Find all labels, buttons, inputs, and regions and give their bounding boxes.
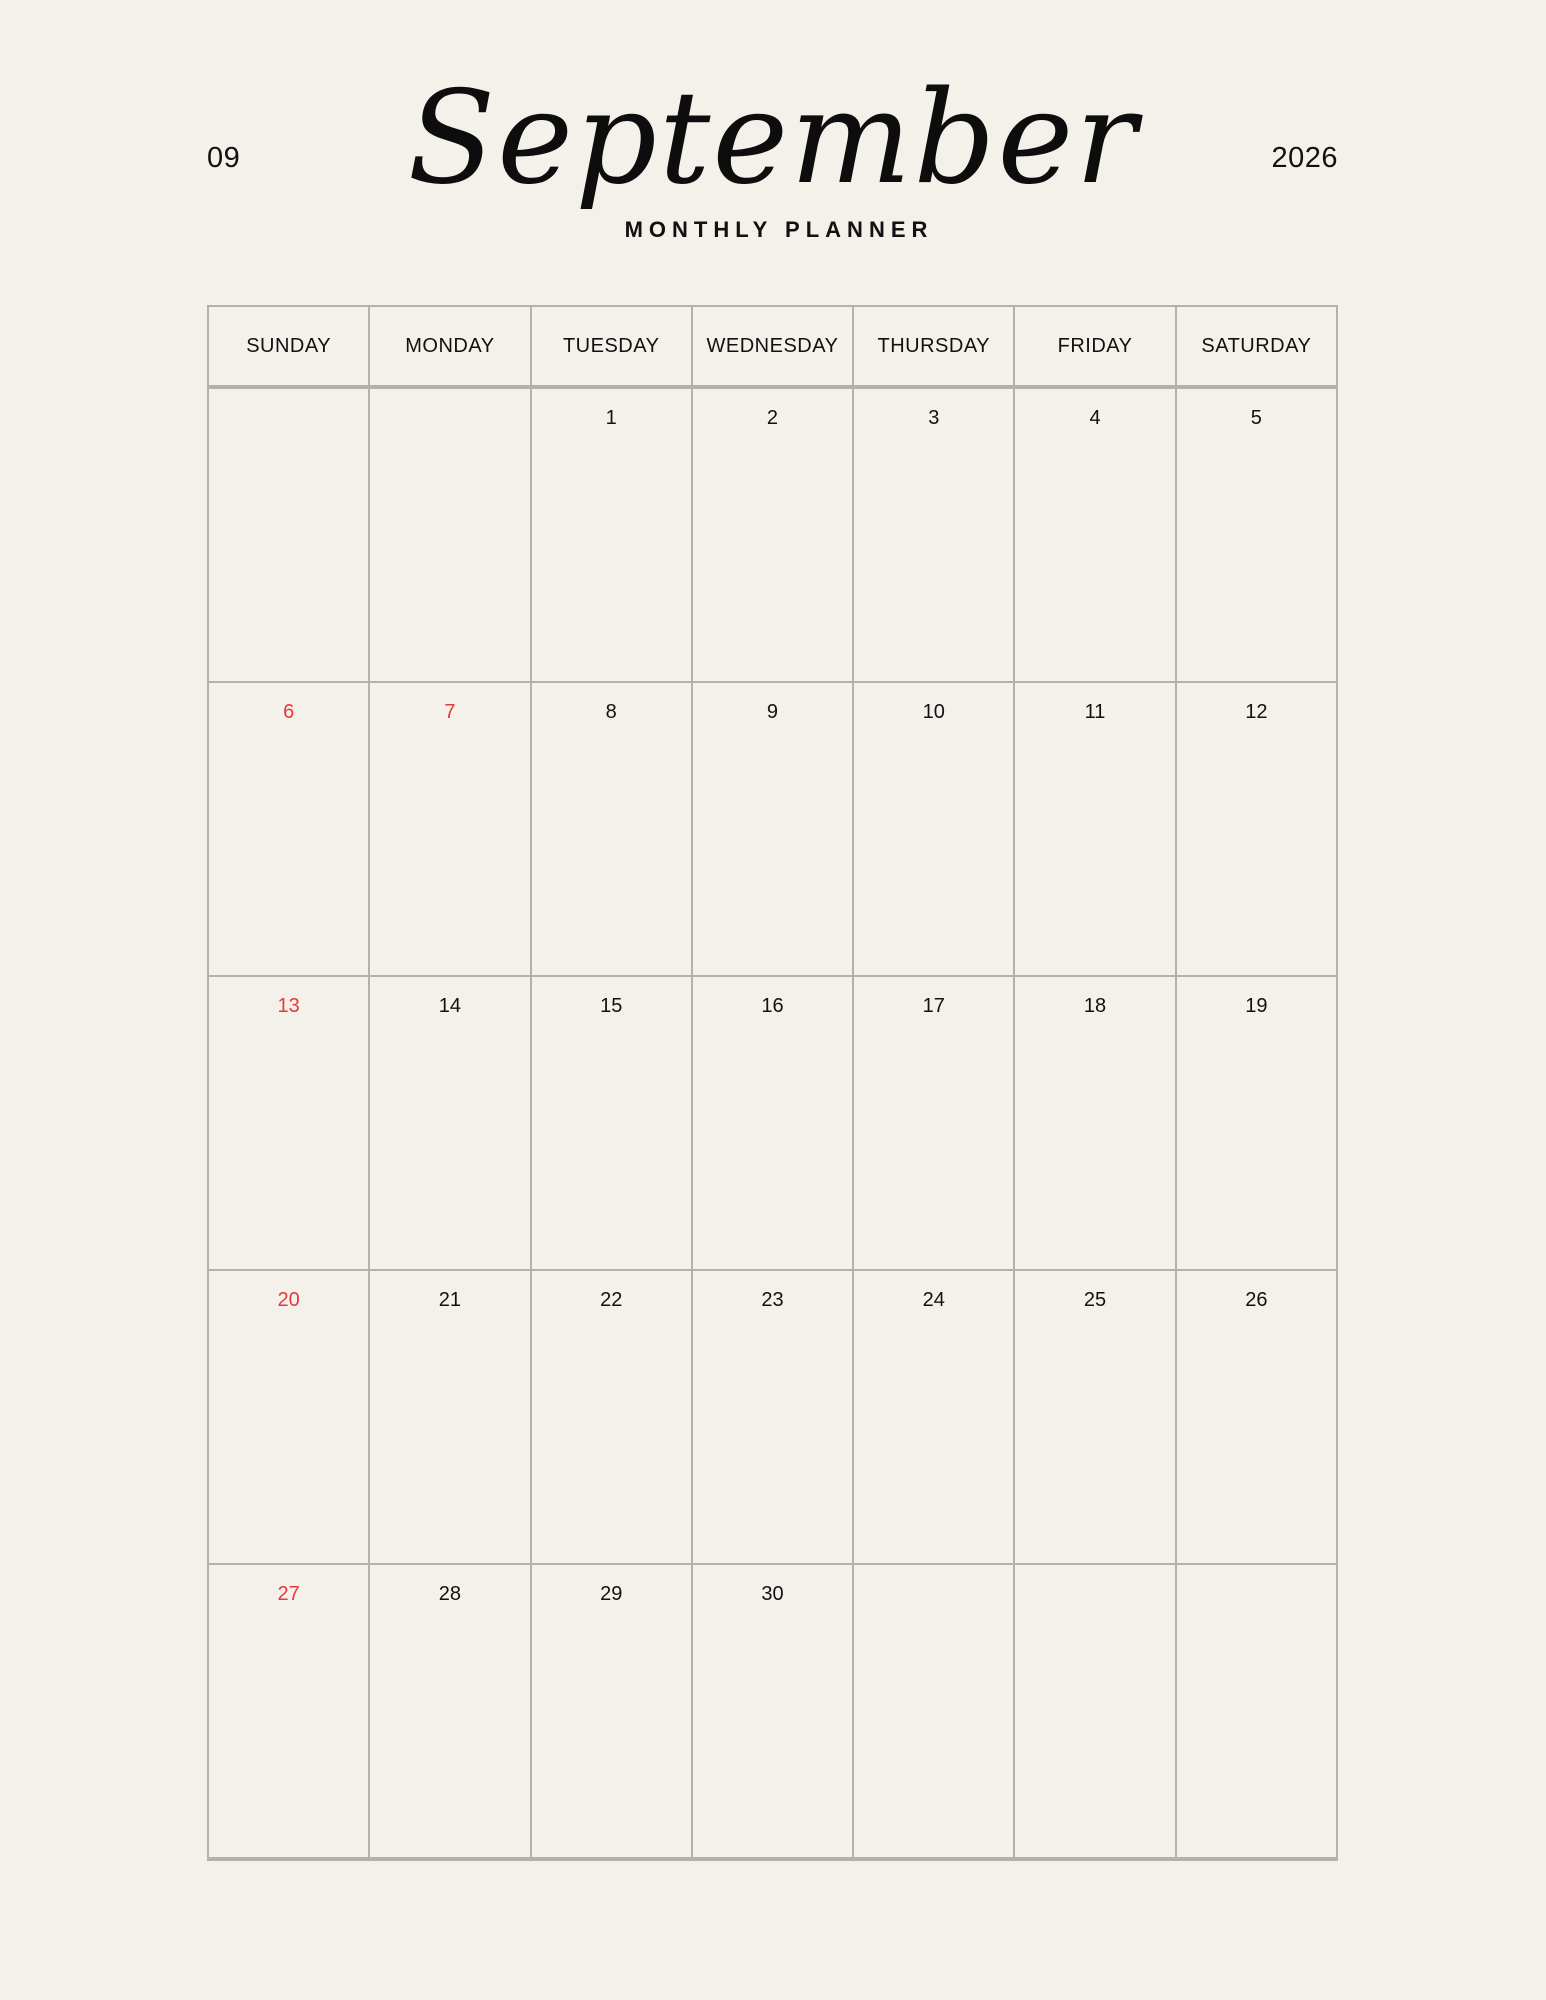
day-number: 1 (605, 407, 617, 429)
day-number (209, 389, 368, 405)
month-title: September (407, 64, 1139, 213)
weekday-header: MONDAY (369, 306, 530, 387)
day-number: 6 (283, 701, 295, 723)
day-cell[interactable] (369, 682, 530, 976)
day-number: 9 (766, 701, 779, 723)
weekday-header: TUESDAY (531, 306, 692, 387)
day-cell[interactable] (208, 682, 369, 976)
day-cell[interactable] (208, 1564, 369, 1859)
day-cell[interactable] (531, 1564, 692, 1859)
weekday-header: SUNDAY (208, 306, 369, 387)
day-cell[interactable] (1176, 387, 1337, 682)
day-number: 5 (1250, 407, 1262, 429)
weekday-header: FRIDAY (1014, 306, 1175, 387)
weekday-header: THURSDAY (853, 306, 1014, 387)
day-cell[interactable] (853, 682, 1014, 976)
day-number (370, 389, 529, 405)
day-number: 21 (438, 1289, 462, 1311)
year: 2026 (1271, 142, 1338, 174)
day-number: 28 (438, 1583, 462, 1605)
day-number: 11 (1084, 701, 1106, 723)
day-cell[interactable] (853, 1270, 1014, 1564)
day-number: 24 (922, 1289, 945, 1311)
day-number: 8 (605, 701, 617, 723)
week-row (208, 976, 1337, 1270)
day-number: 15 (600, 995, 623, 1017)
day-cell[interactable] (853, 976, 1014, 1270)
day-number: 17 (922, 995, 945, 1017)
day-number: 10 (922, 701, 945, 723)
day-cell[interactable] (1014, 387, 1175, 682)
day-cell[interactable] (853, 1564, 1014, 1859)
day-number: 4 (1089, 407, 1101, 429)
planner-subtitle: MONTHLY PLANNER (624, 217, 934, 242)
weekday-header: WEDNESDAY (692, 306, 853, 387)
day-cell[interactable] (1014, 1270, 1175, 1564)
day-number: 7 (444, 701, 456, 723)
day-cell[interactable] (208, 976, 369, 1270)
day-cell[interactable] (369, 1564, 530, 1859)
day-number: 20 (277, 1289, 300, 1311)
day-cell[interactable] (531, 1270, 692, 1564)
day-number: 27 (277, 1583, 300, 1605)
weekday-header: SATURDAY (1176, 306, 1337, 387)
week-row (208, 1564, 1337, 1859)
day-number: 25 (1083, 1289, 1107, 1311)
day-cell[interactable] (692, 976, 853, 1270)
day-cell[interactable] (1176, 1564, 1337, 1859)
day-number (854, 1565, 1013, 1581)
day-number: 30 (761, 1583, 784, 1605)
day-number: 2 (766, 407, 779, 429)
weekday-header-row (208, 306, 1337, 387)
day-number: 29 (600, 1583, 623, 1605)
day-cell[interactable] (1014, 682, 1175, 976)
day-cell[interactable] (531, 387, 692, 682)
day-number: 19 (1245, 995, 1268, 1017)
day-cell[interactable] (369, 1270, 530, 1564)
day-number: 26 (1245, 1289, 1268, 1311)
day-number: 12 (1245, 701, 1268, 723)
day-cell[interactable] (208, 1270, 369, 1564)
day-cell[interactable] (1014, 976, 1175, 1270)
day-cell[interactable] (208, 387, 369, 682)
day-cell[interactable] (853, 387, 1014, 682)
day-number: 18 (1083, 995, 1107, 1017)
day-cell[interactable] (531, 682, 692, 976)
day-cell[interactable] (1176, 682, 1337, 976)
day-cell[interactable] (369, 387, 530, 682)
day-cell[interactable] (692, 1564, 853, 1859)
day-number: 22 (600, 1289, 623, 1311)
day-cell[interactable] (692, 1270, 853, 1564)
week-row (208, 1270, 1337, 1564)
day-number: 23 (761, 1289, 784, 1311)
day-number: 13 (277, 995, 300, 1017)
day-cell[interactable] (369, 976, 530, 1270)
week-row (208, 387, 1337, 682)
day-number: 14 (438, 995, 462, 1017)
day-cell[interactable] (1014, 1564, 1175, 1859)
day-cell[interactable] (692, 682, 853, 976)
day-cell[interactable] (1176, 1270, 1337, 1564)
day-cell[interactable] (692, 387, 853, 682)
month-number: 09 (207, 142, 241, 174)
week-row (208, 682, 1337, 976)
calendar-grid (207, 305, 1338, 1861)
day-number: 3 (928, 407, 940, 429)
day-number (1177, 1565, 1336, 1581)
day-number (1015, 1565, 1174, 1581)
day-cell[interactable] (531, 976, 692, 1270)
day-cell[interactable] (1176, 976, 1337, 1270)
day-number: 16 (761, 995, 784, 1017)
